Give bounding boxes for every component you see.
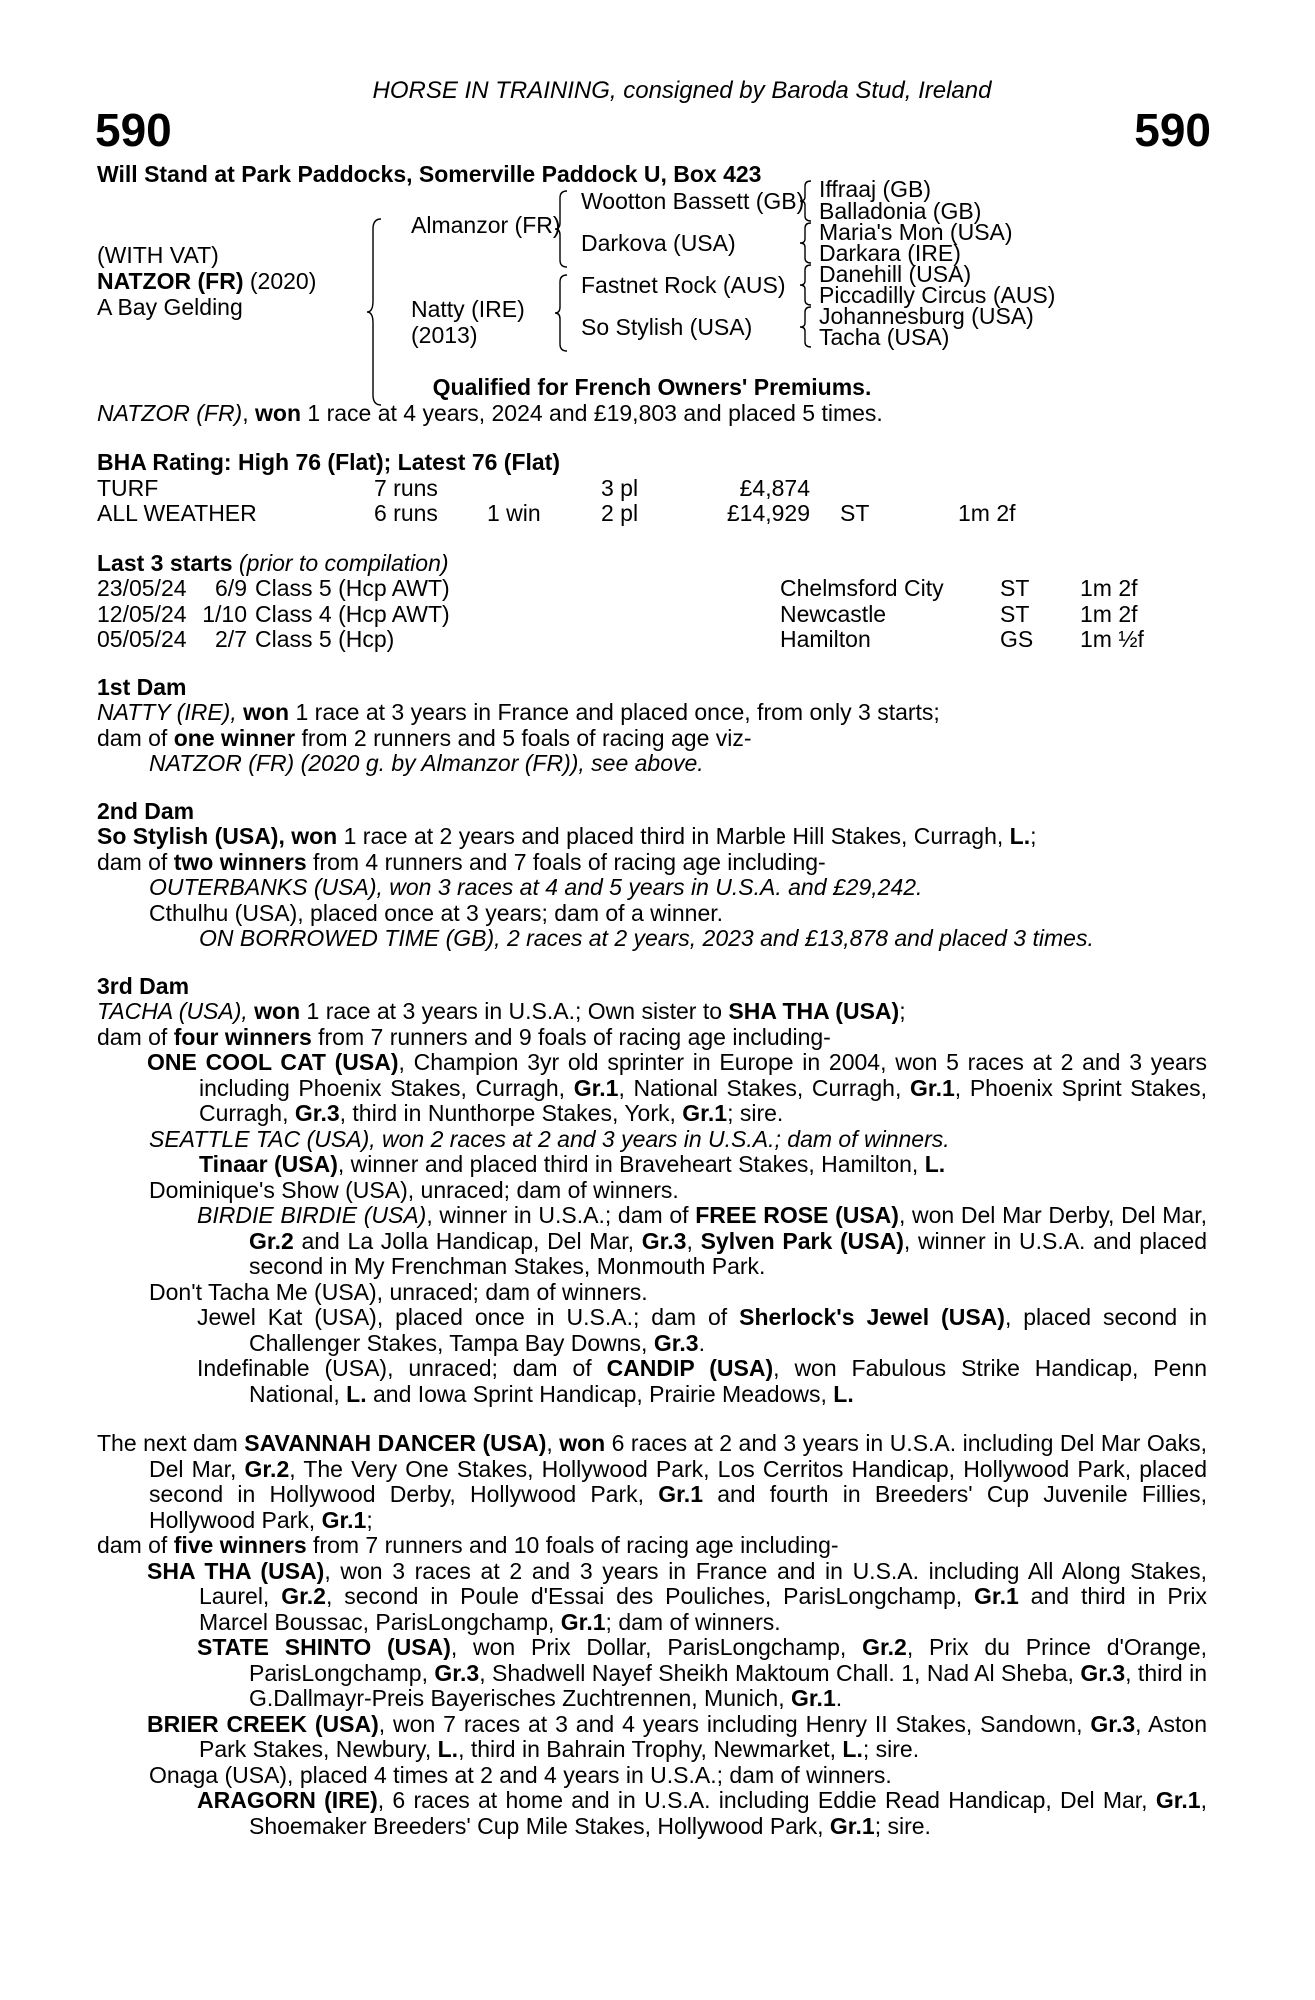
sha-f: and third in Prix Marcel Boussac, ParisLongchamp, <box>199 1583 1207 1635</box>
bb-i: Sylven Park (USA) <box>700 1227 904 1254</box>
in-f: L. <box>833 1380 854 1407</box>
bb-j: , winner in U.S.A. and placed second in My Frenchman Stakes, Monmouth Park. <box>249 1227 1207 1279</box>
dam1-produce: NATZOR (FR) (2020 g. by Almanzor (FR)), see above. <box>149 750 704 776</box>
dam1-title: 1st Dam <box>97 673 187 700</box>
brace-dam <box>553 273 571 353</box>
bb-c: FREE ROSE (USA) <box>695 1202 899 1228</box>
bb-d: , won Del Mar Derby, Del Mar, <box>898 1202 1207 1228</box>
bb-f: and La Jolla Handicap, Del Mar, <box>293 1227 642 1254</box>
dam2-line1 <box>97 824 1207 850</box>
last-start-cell-date: 12/05/24 <box>97 600 187 627</box>
dam: Natty (IRE) <box>411 296 525 322</box>
ss-i: Gr.1 <box>790 1685 836 1711</box>
dam1-won: won <box>243 699 290 725</box>
last-start-cell-going: GS <box>1000 626 1034 652</box>
last-start-cell-going: ST <box>1000 575 1030 601</box>
nd-g: , The Very One Stakes, Hollywood Park, Los Cerritos Handicap, Hollywood Park, placed second in Hollywood Derby, Hollywood Park, <box>149 1455 1207 1507</box>
next-dam-line2 <box>97 1533 1207 1559</box>
horse-description: A Bay Gelding <box>97 294 243 320</box>
nd-e: 6 races at 2 and 3 years in U.S.A. including Del Mar Oaks, Del Mar, <box>149 1430 1207 1482</box>
dam1-line2 <box>97 726 1207 752</box>
in-d: L. <box>346 1380 367 1407</box>
ss-d: , Prix du Prince d'Orange, ParisLongchamp, <box>249 1634 1207 1686</box>
nd-j: Gr.1 <box>321 1506 367 1533</box>
occ-g2: Gr.1 <box>910 1074 955 1101</box>
stand-location: Will Stand at Park Paddocks, Somerville Paddock U, Box 423 <box>97 160 762 187</box>
seattle-tac-entry: SEATTLE TAC (USA), won 2 races at 2 and 3 years in U.S.A.; dam of winners. <box>149 1125 950 1152</box>
summary-name: NATZOR (FR) <box>97 399 243 426</box>
dam2-runners: from 4 runners and 7 foals of racing age including- <box>306 848 826 875</box>
bb-g: Gr.3 <box>641 1227 687 1254</box>
lot-number-right: 590 <box>1134 103 1211 156</box>
nd-c: , <box>546 1430 560 1456</box>
brace-g1 <box>797 179 815 223</box>
ss-j: . <box>835 1685 843 1711</box>
last-start-row <box>97 576 1160 602</box>
dam2-produce-1: OUTERBANKS (USA), won 3 races at 4 and 5 years in U.S.A. and £29,242. <box>149 874 923 900</box>
sha-tha-entry <box>97 1559 1207 1636</box>
nd-d: won <box>559 1430 606 1456</box>
sha-d: , second in Poule d'Essai des Pouliches, ParisLongchamp, <box>325 1583 975 1609</box>
bha-title: BHA Rating: High 76 (Flat); Latest 76 (Flat) <box>97 449 560 475</box>
last-start-cell-class: Class 4 (Hcp AWT) <box>255 600 450 627</box>
nd-k: ; <box>366 1506 373 1533</box>
pedigree-table <box>97 176 1207 427</box>
bha-cell-dist: 1m 2f <box>958 500 1016 526</box>
bc-e: L. <box>437 1736 459 1762</box>
last-start-row <box>97 627 1160 653</box>
bb-b: , winner in U.S.A.; dam of <box>426 1202 696 1228</box>
bha-cell-runs: 6 runs <box>374 500 438 526</box>
in-e: and Iowa Sprint Handicap, Prairie Meadows, <box>366 1380 834 1407</box>
ggsire-7: Johannesburg (USA) <box>819 303 1034 329</box>
bc-c: Gr.3 <box>1090 1710 1136 1737</box>
last-starts-table <box>97 576 1160 653</box>
tinaar-listed: L. <box>924 1151 946 1177</box>
dam2-listed: L. <box>1009 823 1031 849</box>
last-start-cell-pos: 1/10 <box>202 600 247 627</box>
nd-runners: from 7 runners and 10 foals of racing age including- <box>306 1532 839 1558</box>
dam1-runners: from 2 runners and 5 foals of racing age viz- <box>295 724 752 751</box>
bc-a: BRIER CREEK (USA) <box>147 1710 379 1737</box>
dam1-text: 1 race at 3 years in France and placed once, from only 3 starts; <box>289 699 940 725</box>
jewel-kat-entry <box>97 1305 1207 1356</box>
sha-c: Gr.2 <box>281 1583 326 1609</box>
dam-sire: Fastnet Rock (AUS) <box>581 272 786 298</box>
occ-t4: , third in Nunthorpe Stakes, York, <box>339 1100 683 1126</box>
dont-tacha-me-entry: Don't Tacha Me (USA), unraced; dam of winners. <box>149 1278 648 1305</box>
dam2-produce-3: ON BORROWED TIME (GB), 2 races at 2 years, 2023 and £13,878 and placed 3 times. <box>199 925 1094 951</box>
bha-cell-dist <box>958 476 1038 502</box>
horse-name: NATZOR (FR) <box>97 268 244 294</box>
dam3-name: TACHA (USA), <box>97 998 255 1024</box>
dam3-damof: dam of <box>97 1023 174 1050</box>
bha-cell-wins: 1 win <box>487 500 541 526</box>
ar-a: ARAGORN (IRE) <box>197 1787 378 1813</box>
bb-h: , <box>686 1227 701 1254</box>
last-start-cell-dist: 1m 2f <box>1080 575 1138 601</box>
sha-a: SHA THA (USA) <box>147 1557 325 1584</box>
bha-cell-pl: 3 pl <box>601 474 639 501</box>
bha-row <box>97 476 1038 502</box>
next-dam-entry <box>97 1431 1207 1533</box>
last-start-row <box>97 602 1160 628</box>
last-start-cell-dist: 1m ½f <box>1080 626 1144 652</box>
sire-dam: Darkova (USA) <box>581 230 736 256</box>
bc-b: , won 7 races at 3 and 4 years including Henry II Stakes, Sandown, <box>378 1710 1091 1737</box>
ggsire-5: Danehill (USA) <box>819 261 972 287</box>
dam2-winners: two winners <box>173 848 307 875</box>
premiums-note: Qualified for French Owners' Premiums. <box>432 374 872 400</box>
bha-cell-wins <box>487 476 601 502</box>
ss-f: , Shadwell Nayef Sheikh Maktoum Chall. 1, Nad Al Sheba, <box>479 1659 1081 1686</box>
nd-a: The next dam <box>97 1430 245 1456</box>
last-start-cell-class: Class 5 (Hcp AWT) <box>255 575 450 601</box>
brace-g2 <box>797 221 815 265</box>
bha-cell-pl: 2 pl <box>601 500 639 526</box>
summary-won: won <box>255 399 301 426</box>
ar-d: , Shoemaker Breeders' Cup Mile Stakes, Hollywood Park, <box>249 1787 1207 1839</box>
jk-a: Jewel Kat (USA), placed once in U.S.A.; dam of <box>197 1304 740 1330</box>
dam3-line2 <box>97 1025 1207 1051</box>
jk-d: Gr.3 <box>653 1329 699 1356</box>
last-start-cell-pos: 2/7 <box>215 626 247 652</box>
last-starts-label: Last 3 starts <box>97 549 233 576</box>
bha-cell-prize: £4,874 <box>739 474 810 501</box>
jk-c: , placed second in Challenger Stakes, Tampa Bay Downs, <box>249 1304 1207 1356</box>
ggsire-2: Balladonia (GB) <box>819 198 982 224</box>
dam1-damof: dam of <box>97 724 174 751</box>
dam-year: (2013) <box>411 322 478 348</box>
last-start-cell-date: 05/05/24 <box>97 626 187 652</box>
ggsire-6: Piccadilly Circus (AUS) <box>819 282 1056 308</box>
occ-t1: , Champion 3yr old sprinter in Europe in 2004, won 5 races at 2 and 3 years including Phoenix Stakes, Curragh, <box>199 1049 1207 1101</box>
dam2-name: So Stylish (USA), won <box>97 823 338 849</box>
sha-b: , won 3 races at 2 and 3 years in France and in U.S.A. including All Along Stakes, Laurel, <box>199 1557 1207 1609</box>
ggsire-1: Iffraaj (GB) <box>819 176 932 202</box>
lot-row <box>95 103 1211 156</box>
dam3-title: 3rd Dam <box>97 972 190 999</box>
consignment-line: HORSE IN TRAINING, consigned by Baroda Stud, Ireland <box>372 77 992 104</box>
occ-g1: Gr.1 <box>573 1074 619 1101</box>
in-c: , won Fabulous Strike Handicap, Penn National, <box>249 1355 1208 1407</box>
ar-b: , 6 races at home and in U.S.A. including Eddie Read Handicap, Del Mar, <box>377 1787 1156 1813</box>
last-start-cell-course: Hamilton <box>780 626 871 652</box>
last-start-cell-course: Chelmsford City <box>780 575 944 601</box>
brace-sire <box>553 189 571 269</box>
ss-b: , won Prix Dollar, ParisLongchamp, <box>450 1634 863 1660</box>
last-start-cell-course: Newcastle <box>780 600 887 627</box>
in-b: CANDIP (USA) <box>606 1355 774 1381</box>
brace-g4 <box>797 305 815 349</box>
summary-rest: 1 race at 4 years, 2024 and £19,803 and placed 5 times. <box>301 399 883 426</box>
sire: Almanzor (FR) <box>411 212 561 238</box>
dominiques-show-entry: Dominique's Show (USA), unraced; dam of winners. <box>149 1176 679 1203</box>
state-shinto-entry <box>97 1635 1207 1712</box>
dam-dam: So Stylish (USA) <box>581 314 753 340</box>
nd-b: SAVANNAH DANCER (USA) <box>244 1430 547 1456</box>
jk-b: Sherlock's Jewel (USA) <box>739 1304 1005 1330</box>
last-start-cell-dist: 1m 2f <box>1080 600 1138 627</box>
dam1-winners: one winner <box>173 724 296 751</box>
dam2-title: 2nd Dam <box>97 797 195 824</box>
bb-a: BIRDIE BIRDIE (USA) <box>197 1202 427 1228</box>
bha-cell-surface: ALL WEATHER <box>97 500 257 526</box>
nd-h: Gr.1 <box>658 1481 703 1507</box>
occ-g3: Gr.3 <box>294 1100 340 1126</box>
nd-winners: five winners <box>173 1532 307 1558</box>
catalogue-page <box>95 77 1211 1839</box>
bha-cell-runs: 7 runs <box>374 474 438 501</box>
dam3-text: 1 race at 3 years in U.S.A.; Own sister to <box>300 998 729 1024</box>
birdie-birdie-entry <box>97 1203 1207 1280</box>
horse-name-line <box>97 269 316 295</box>
dam2-line2 <box>97 850 1207 876</box>
occ-t5: ; sire. <box>727 1100 784 1126</box>
last-start-cell-class: Class 5 (Hcp) <box>255 626 395 652</box>
occ-t3: , Phoenix Sprint Stakes, Curragh, <box>199 1074 1208 1126</box>
bb-e: Gr.2 <box>249 1227 294 1254</box>
jk-e: . <box>698 1329 705 1356</box>
dam1-name: NATTY (IRE), <box>97 699 244 725</box>
ar-f: ; sire. <box>874 1812 931 1839</box>
bc-d: , Aston Park Stakes, Newbury, <box>199 1710 1207 1762</box>
bha-cell-going: ST <box>840 500 870 526</box>
ggsire-3: Maria's Mon (USA) <box>819 219 1013 245</box>
aragorn-entry <box>97 1788 1207 1839</box>
nd-i: and fourth in Breeders' Cup Juvenile Fillies, Hollywood Park, <box>149 1481 1207 1533</box>
vat-note: (WITH VAT) <box>97 242 219 268</box>
bha-row <box>97 501 1038 527</box>
one-cool-cat-name: ONE COOL CAT (USA) <box>147 1049 399 1075</box>
brace-g3 <box>797 263 815 307</box>
in-a: Indefinable (USA), unraced; dam of <box>197 1355 607 1381</box>
ss-c: Gr.2 <box>862 1634 907 1660</box>
dam3-won: won <box>254 998 301 1024</box>
tinaar-name: Tinaar (USA) <box>199 1151 338 1177</box>
horse-year: (2020) <box>249 268 317 294</box>
sha-g: Gr.1 <box>560 1608 606 1635</box>
brier-creek-entry <box>97 1712 1207 1763</box>
dam3-sister: SHA THA (USA) <box>728 998 900 1024</box>
summary-line: NATZOR (FR), won 1 race at 4 years, 2024 and £19,803 and placed 5 times. <box>97 399 883 426</box>
one-cool-cat-entry <box>97 1050 1207 1127</box>
ss-a: STATE SHINTO (USA) <box>197 1634 451 1660</box>
dam3-line1 <box>97 999 1207 1025</box>
bc-g: L. <box>842 1736 863 1762</box>
last-start-cell-pos: 6/9 <box>215 575 247 601</box>
last-starts-note: (prior to compilation) <box>232 549 449 576</box>
occ-t2: , National Stakes, Curragh, <box>618 1074 911 1101</box>
ss-g: Gr.3 <box>1080 1659 1126 1686</box>
bha-cell-going <box>840 476 958 502</box>
dam2-damof: dam of <box>97 848 174 875</box>
last-start-cell-date: 23/05/24 <box>97 575 187 601</box>
dam2-text: 1 race at 2 years and placed third in Marble Hill Stakes, Curragh, <box>337 823 1010 849</box>
dam3-semicolon: ; <box>899 998 906 1024</box>
onaga-entry: Onaga (USA), placed 4 times at 2 and 4 years in U.S.A.; dam of winners. <box>149 1761 892 1788</box>
ss-e: Gr.3 <box>434 1659 480 1686</box>
sha-e: Gr.1 <box>974 1583 1019 1609</box>
bha-cell-prize: £14,929 <box>726 500 810 526</box>
tinaar-text: , winner and placed third in Braveheart Stakes, Hamilton, <box>337 1151 925 1177</box>
bc-h: ; sire. <box>862 1736 920 1762</box>
ar-c: Gr.1 <box>1155 1787 1201 1813</box>
dam1-line1 <box>97 700 1207 726</box>
ss-h: , third in G.Dallmayr-Preis Bayerisches Zuchtrennen, Munich, <box>249 1659 1207 1711</box>
dam3-winners: four winners <box>173 1023 312 1050</box>
lot-number-left: 590 <box>95 103 172 156</box>
occ-g4: Gr.1 <box>682 1100 728 1126</box>
nd-f: Gr.2 <box>244 1455 290 1482</box>
indefinable-entry <box>97 1356 1207 1407</box>
bha-table <box>97 476 1038 527</box>
sha-h: ; dam of winners. <box>605 1608 781 1635</box>
bha-cell-surface: TURF <box>97 474 159 501</box>
bc-f: , third in Bahrain Trophy, Newmarket, <box>458 1736 843 1762</box>
tinaar-entry <box>97 1152 1207 1178</box>
dam2-produce-2: Cthulhu (USA), placed once at 3 years; dam of a winner. <box>149 899 724 926</box>
dam3-runners: from 7 runners and 9 foals of racing age including- <box>311 1023 831 1050</box>
ggsire-8: Tacha (USA) <box>819 324 950 350</box>
last-starts-title <box>97 551 1207 577</box>
dam2-semicolon: ; <box>1030 823 1037 849</box>
ggsire-4: Darkara (IRE) <box>819 240 961 266</box>
nd-damof: dam of <box>97 1532 174 1558</box>
ar-e: Gr.1 <box>829 1812 875 1839</box>
sire-sire: Wootton Bassett (GB) <box>581 188 805 214</box>
brace-main <box>365 217 385 407</box>
last-start-cell-going: ST <box>1000 600 1030 627</box>
